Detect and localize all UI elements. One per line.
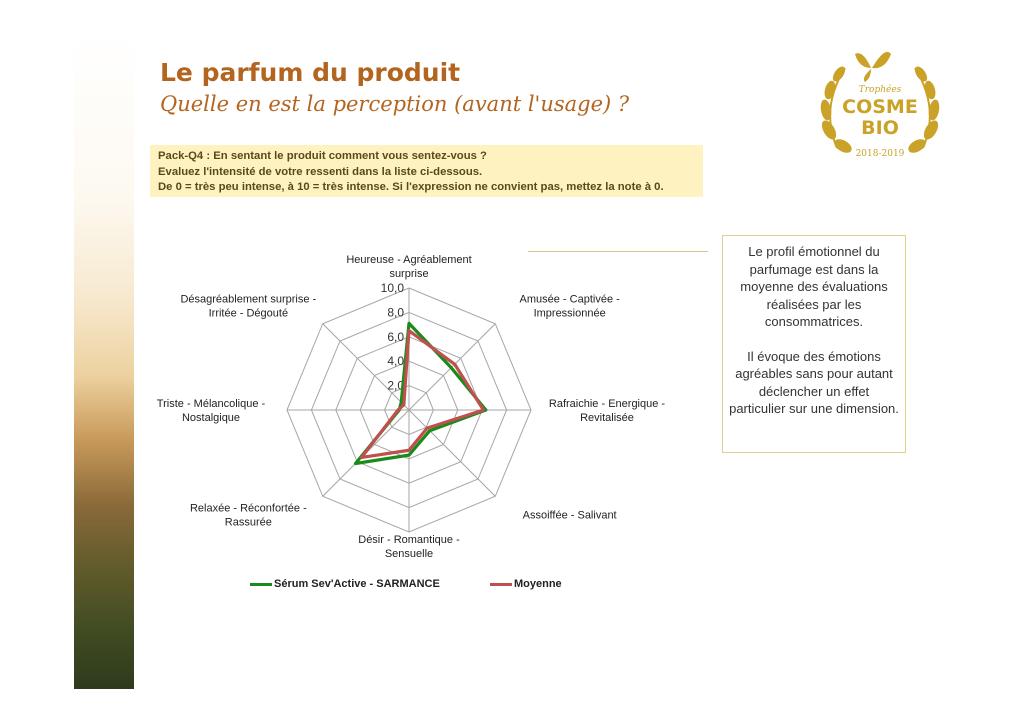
axis-label: Revitalisée [580, 412, 634, 424]
axis-label: Assoiffée - Salivant [522, 509, 617, 522]
axis-label: Désagréablement surprise - [180, 293, 317, 306]
axis-label: Relaxée - Réconfortée - [189, 502, 307, 515]
legend-label-serum: Sérum Sev'Active - SARMANCE [274, 578, 440, 590]
tick-label: 10,0 [380, 281, 404, 295]
tick-label: 8,0 [387, 305, 404, 320]
commentary-para-1: Le profil émotionnel du parfumage est dans la moyenne des évaluations réalisées par les consommatrices. [740, 244, 888, 329]
logo-line-3: BIO [861, 117, 899, 139]
axis-label: Impressionnée [533, 307, 606, 320]
radar-axis-labels [157, 254, 666, 560]
axis-label: Amusée - Captivée - [519, 293, 620, 306]
radar-series [356, 323, 486, 463]
tick-label: 6,0 [387, 329, 404, 344]
axis-label: Désir - Romantique - [358, 534, 460, 546]
axis-label: Rafraichie - Energique - [548, 398, 666, 410]
legend-label-moyenne: Moyenne [514, 578, 562, 590]
axis-label: Nostalgique [181, 412, 241, 424]
axis-label: Irritée - Dégouté [208, 307, 289, 320]
page-title: Le parfum du produit [160, 58, 461, 87]
logo-line-1: Trophées [858, 85, 902, 95]
tick-label: 2,0 [387, 378, 404, 393]
logo-line-2: COSME [842, 96, 918, 118]
axis-label: Triste - Mélancolique - [156, 398, 266, 410]
question-line-2: Evaluez l'intensité de votre ressenti dans la liste ci-dessous. [158, 165, 483, 178]
axis-label: Rassurée [224, 516, 272, 529]
legend-swatch-serum [250, 583, 272, 586]
question-line-1: Pack-Q4 : En sentant le produit comment vous sentez-vous ? [158, 150, 487, 162]
legend-swatch-moyenne [490, 583, 512, 586]
commentary-para-2: Il évoque des émotions agréables sans pour autant déclencher un effet particulier sur une dimension. [729, 348, 899, 416]
tick-label: 4,0 [387, 354, 404, 369]
page-subtitle: Quelle en est la perception (avant l'usage) ? [160, 92, 630, 116]
axis-label: surprise [389, 268, 429, 280]
axis-label: Heureuse - Agréablement [346, 254, 472, 266]
logo-line-4: 2018-2019 [855, 149, 905, 159]
axis-label: Sensuelle [384, 548, 434, 560]
question-line-3: De 0 = très peu intense, à 10 = très intense. Si l'expression ne convient pas, mettez la note à 0. [158, 181, 664, 193]
legend-item-serum [250, 578, 440, 590]
legend-item-moyenne [490, 578, 562, 590]
